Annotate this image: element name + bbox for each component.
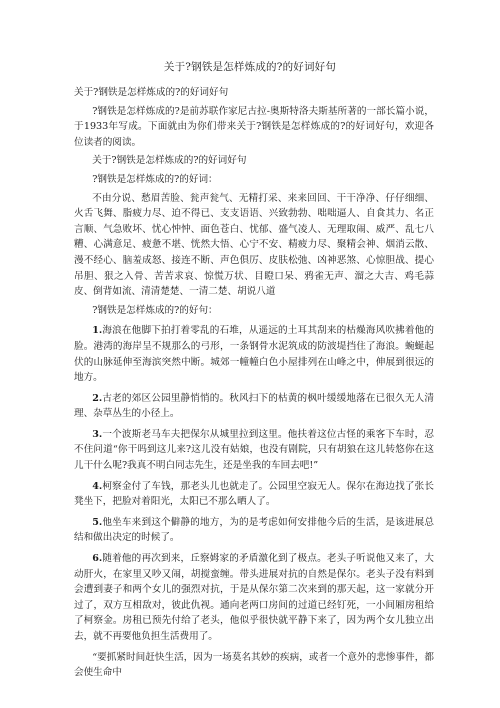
sentence-item: [74, 391, 434, 422]
sentence-number: 2.: [92, 392, 103, 404]
document-body: [74, 85, 434, 684]
section-heading: 关于?钢铁是怎样炼成的?的好词好句: [92, 155, 247, 167]
intro-paragraph: ?钢铁是怎样炼成的?是前苏联作家尼古拉-奥斯特洛夫斯基所著的一部长篇小说，于1933年写成。下面就由为你们带来关于?钢铁是怎样炼成的?的好词好句，欢迎各位读者的阅读。: [74, 105, 434, 148]
sentence-item: [74, 515, 434, 546]
sentence-item: [74, 551, 434, 645]
sentence-number: 3.: [92, 428, 103, 440]
sentence-text: 他坐车来到这个僻静的地方，为的是考虑如何安排他今后的生活，是该进展总结和做出决定的时候了。: [74, 516, 434, 544]
closing-paragraph: “要抓紧时间赶快生活，因为一场莫名其妙的疾病，或者一个意外的悲惨事件，都会使生命中: [74, 651, 434, 679]
sentence-text: 海浪在他脚下拍打着零乱的石堆，从遥远的土耳其刮来的枯燥海风吹拂着他的脸。港湾的海岸呈不规那么的弓形，一条钢骨水泥筑成的防波堤挡住了海浪。蜿蜒起伏的山脉延伸至海滨突然中断。城郊一幢幢白色小屋排列在山峰之中，伸展到很远的地方。: [74, 325, 434, 384]
sentence-text: 随着他的再次到来，丘察姆家的矛盾激化到了极点。老头子听说他又来了，大动肝火，在家里又吵又闹，胡搅蛮缠。带头进展对抗的自然是保尔。老头子没有料到会遭到妻子和两个女儿的强烈对抗，于是从保尔第二次来到的那天起，这一家就分开过了，双方互相敌对，彼此仇视。通向老两口房间的过道已经钉死，一小间厢房租给了柯察金。房租已预先付给了老头，他似乎很快就平静下来了，因为两个女儿独立出去，就不再要他负担生活费用了。: [74, 553, 434, 642]
words-list: 不由分说、愁眉苦脸、瓮声瓮气、无精打采、来来回回、干干净净、仔仔细细、火舌飞舞、脂疲力尽、迫不得已、支支语语、兴致勃勃、咄咄逼人、自食其力、名正言顺、气急败坏、忧心忡忡、面色苍白、忧郁、盛气凌人、无理取闹、威严、乱七八糟、心满意足、疲惫不堪、恍然大悟、心宁不安、精疲力尽、聚精会神、烟消云散、漫不经心、脑羞成怒、接连不断、声色俱厉、皮肤松弛、凶神恶煞、心惊胆战、提心吊胆、狠之入骨、苦苦求哀、惊慌万状、目瞪口呆、鸦雀无声、溜之大吉、鸡毛蒜皮、倒背如流、清清楚楚、一清二楚、胡说八道: [74, 192, 434, 298]
sentence-text: 一个波斯老马车夫把保尔从城里拉到这里。他扶着这位古怪的乘客下车时，忍不住问道“你干吗到这儿来?这儿没有姑娘，也没有剧院，只有胡狼在这儿转悠你在这儿干什么呢?我真不明白同志先生，还是坐我的车回去吧!”: [74, 428, 434, 472]
sentence-number: 6.: [92, 553, 103, 565]
subheading: 关于?钢铁是怎样炼成的?的好词好句: [74, 87, 229, 98]
sentence-item: [74, 323, 434, 385]
sentence-item: [74, 479, 434, 510]
words-heading: ?钢铁是怎样炼成的?的好词：: [92, 173, 218, 185]
sentences-heading: ?钢铁是怎样炼成的?的好句：: [92, 304, 218, 316]
sentence-number: 5.: [92, 516, 103, 528]
sentence-item: [74, 427, 434, 474]
sentence-text: 柯察金付了车钱，那老头儿也就走了。公园里空寂无人。保尔在海边找了张长凳坐下，把脸对着阳光，太阳已不那么晒人了。: [74, 480, 434, 508]
sentence-number: 1.: [92, 325, 103, 337]
sentence-text: 古老的郊区公园里静悄悄的。秋风扫下的枯黄的枫叶缓缓地落在已很久无人清理、杂草丛生的小径上。: [74, 392, 434, 420]
page-title: 关于?钢铁是怎样炼成的?的好词好句: [163, 61, 337, 73]
sentence-number: 4.: [92, 480, 103, 492]
